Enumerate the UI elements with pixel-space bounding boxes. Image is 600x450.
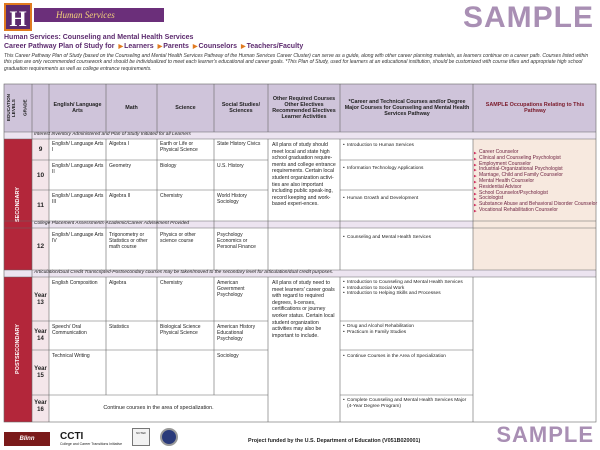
postsecondary-other-notes: All plans of study need to meet learners' career goals with regard to required degrees, li-censes, certifications or journey worker status. Certain local student organization activities may also be important to include. bbox=[272, 280, 335, 339]
list-item: • Complete Counseling and Mental Health Services Major (4-Year Degree Program) bbox=[343, 398, 471, 409]
math-cell: Geometry bbox=[109, 163, 131, 169]
header-math: Math bbox=[125, 105, 138, 111]
occupations-list bbox=[474, 150, 598, 214]
audience-teachers: ▶Teachers/Faculty bbox=[240, 43, 304, 50]
grade-cell: 10 bbox=[36, 172, 45, 179]
header-english: English/ Language Arts bbox=[53, 102, 102, 114]
nctef-logo: NCTEF bbox=[132, 428, 150, 446]
list-item: • Human Growth and Development bbox=[343, 196, 471, 202]
english-cell: English/ Language Arts I bbox=[52, 141, 104, 153]
science-cell: Physics or other science course bbox=[160, 232, 196, 244]
science-cell: Earth or Life or Physical Science bbox=[160, 141, 198, 153]
seal-logo bbox=[160, 428, 178, 446]
merged-cell: Continue courses in the area of specialization. bbox=[103, 405, 214, 411]
list-item: ▶ Marriage, Child and Family Counselor bbox=[474, 173, 598, 179]
section-secondary: SECONDARY bbox=[15, 187, 21, 222]
list-item: ▶ Substance Abuse and Behavioral Disorder Counselor bbox=[474, 202, 598, 208]
english-cell: English/ Language Arts III bbox=[52, 193, 104, 205]
header-science: Science bbox=[175, 105, 196, 111]
secondary-career-list bbox=[343, 166, 471, 172]
list-item: • Introduction to Counseling and Mental Health Services bbox=[343, 280, 471, 286]
secondary-career-list bbox=[343, 235, 471, 241]
list-item: ▶ Employment Counselor bbox=[474, 162, 598, 168]
triangle-icon: ▶ bbox=[240, 44, 246, 50]
english-cell: English/ Language Arts IV bbox=[52, 232, 104, 244]
header-social-studies: Social Studies/ Sciences bbox=[221, 102, 261, 114]
math-cell: Algebra I bbox=[109, 141, 130, 147]
science-cell: Chemistry bbox=[160, 280, 183, 286]
list-item: ▶ Career Counselor bbox=[474, 150, 598, 156]
grade-cell: Year 16 bbox=[34, 400, 47, 413]
triangle-icon: ▶ bbox=[157, 44, 163, 50]
funding-footer: Project funded by the U.S. Department of Education (V051B020001) bbox=[248, 438, 421, 444]
list-item: • Drug and Alcohol Rehabilitation bbox=[343, 324, 471, 330]
list-item: ▶ Residential Advisor bbox=[474, 185, 598, 191]
audience-counselors: ▶Counselors bbox=[192, 43, 237, 50]
grade-cell: Year 14 bbox=[34, 329, 47, 342]
english-cell: Technical Writing bbox=[52, 353, 90, 359]
grade-cell: Year 15 bbox=[34, 366, 47, 379]
secondary-career-list bbox=[343, 143, 471, 149]
social-cell: American History Educational Psychology bbox=[217, 324, 256, 342]
page-title: Human Services: Counseling and Mental Health Services bbox=[4, 34, 194, 41]
cluster-logo: H bbox=[4, 3, 32, 31]
band-placement: College Placement Assessments-Academic/Career Advisement Provided bbox=[34, 221, 190, 226]
subtitle-prefix: Career Pathway Plan of Study for bbox=[4, 43, 115, 50]
science-cell: Chemistry bbox=[160, 193, 183, 199]
list-item: • Introduction to Human Services bbox=[343, 143, 471, 149]
ccti-logo: CCTI College and Career Transitions Initiative bbox=[60, 431, 123, 446]
section-postsecondary: POSTSECONDARY bbox=[15, 324, 21, 375]
postsecondary-career-list bbox=[343, 354, 471, 360]
math-cell: Algebra II bbox=[109, 193, 131, 199]
header-career-courses: *Career and Technical Courses and/or Degree Major Courses for Counseling and Mental Health Services Pathway bbox=[344, 99, 470, 117]
header-occupations: SAMPLE Occupations Relating to This Pathway bbox=[485, 102, 585, 114]
band-interest-inventory: Interest Inventory Administered and Plan of Study Initiated for all Learners bbox=[34, 132, 191, 137]
social-cell: American Government Psychology bbox=[217, 280, 245, 298]
list-item: • Counseling and Mental Health Services bbox=[343, 235, 471, 241]
list-item: ▶ Industrial-Organizational Psychologist bbox=[474, 167, 598, 173]
grade-cell: Year 13 bbox=[34, 293, 47, 306]
english-cell: Speech/ Oral Communication bbox=[52, 324, 87, 336]
partner-logos bbox=[4, 428, 178, 446]
sample-watermark-top: SAMPLE bbox=[462, 1, 594, 34]
header-education-levels: EDUCATION LEVELS bbox=[6, 94, 16, 122]
list-item: • Practicum in Family Studies bbox=[343, 330, 471, 336]
grade-cell: 12 bbox=[36, 243, 45, 250]
math-cell: Statistics bbox=[109, 324, 130, 330]
postsecondary-career-list bbox=[343, 398, 471, 409]
band-dual-credit: Articulation/Dual Credit Transcripted-Postsecondary courses may be taken/moved to the secondary level for articulation/dual credit purposes. bbox=[34, 270, 334, 275]
postsecondary-career-list bbox=[343, 280, 471, 297]
social-cell: World History Sociology bbox=[217, 193, 247, 205]
sample-watermark-bottom: SAMPLE bbox=[496, 422, 594, 447]
triangle-icon: ▶ bbox=[118, 44, 124, 50]
social-cell: Psychology Economics or Personal Finance bbox=[217, 232, 256, 250]
science-cell: Biological Science Physical Science bbox=[160, 324, 201, 336]
social-cell: State History Civics bbox=[217, 141, 261, 147]
header-other-courses: Other Required Courses Other Electives Recommended Electives Learner Activities bbox=[272, 96, 336, 120]
blinn-logo: Blinn bbox=[4, 432, 50, 446]
list-item: ▶ Clinical and Counseling Psychologist bbox=[474, 156, 598, 162]
secondary-career-list bbox=[343, 196, 471, 202]
audience-parents: ▶Parents bbox=[157, 43, 189, 50]
audience-learners: ▶Learners bbox=[118, 43, 154, 50]
secondary-other-notes: All plans of study should meet local and state high school graduation require-ments and college entrance requirements. Certain local student organization activi-ties are also important including public speak-ing, record keeping and work-based experi-ences. bbox=[272, 142, 336, 208]
header-grade: GRADE bbox=[22, 99, 28, 117]
list-item: • Introduction to Helping Skills and Processes bbox=[343, 291, 471, 297]
list-item: • Introduction to Social Work bbox=[343, 286, 471, 292]
social-cell: Sociology bbox=[217, 353, 239, 359]
grade-cell: 11 bbox=[37, 202, 44, 209]
list-item: • Continue Courses in the Area of Specialization bbox=[343, 354, 471, 360]
postsecondary-career-list bbox=[343, 324, 471, 335]
english-cell: English/ Language Arts II bbox=[52, 163, 104, 175]
list-item: ▶ Sociologist bbox=[474, 196, 598, 202]
social-cell: U.S. History bbox=[217, 163, 244, 169]
science-cell: Biology bbox=[160, 163, 177, 169]
cluster-name-banner: Human Services bbox=[34, 8, 164, 22]
list-item: ▶ School Counselor/Psychologist bbox=[474, 191, 598, 197]
math-cell: Trigonometry or Statistics or other math course bbox=[109, 232, 148, 250]
math-cell: Algebra bbox=[109, 280, 127, 286]
grade-cell: 9 bbox=[38, 146, 43, 153]
list-item: ▶ Vocational Rehabilitation Counselor bbox=[474, 208, 598, 214]
list-item: • Information Technology Applications bbox=[343, 166, 471, 172]
triangle-icon: ▶ bbox=[192, 44, 198, 50]
intro-paragraph: This Career Pathway Plan of Study (based on the Counseling and Mental Health Services Pathway of the Human Services Career Cluster) can serve as a guide, along with other career planning materials, as learners continue on a career path. Courses listed within this plan are only recommended coursework and should be individualized to meet each learner's educational and career goals. *This Plan of Study, used for learners at an educational institution, should be customized with course titles and appropriate high school graduation requirements as well as college entrance requirements. bbox=[4, 53, 589, 72]
list-item: ▶ Mental Health Counselor bbox=[474, 179, 598, 185]
english-cell: English Composition bbox=[52, 280, 98, 286]
